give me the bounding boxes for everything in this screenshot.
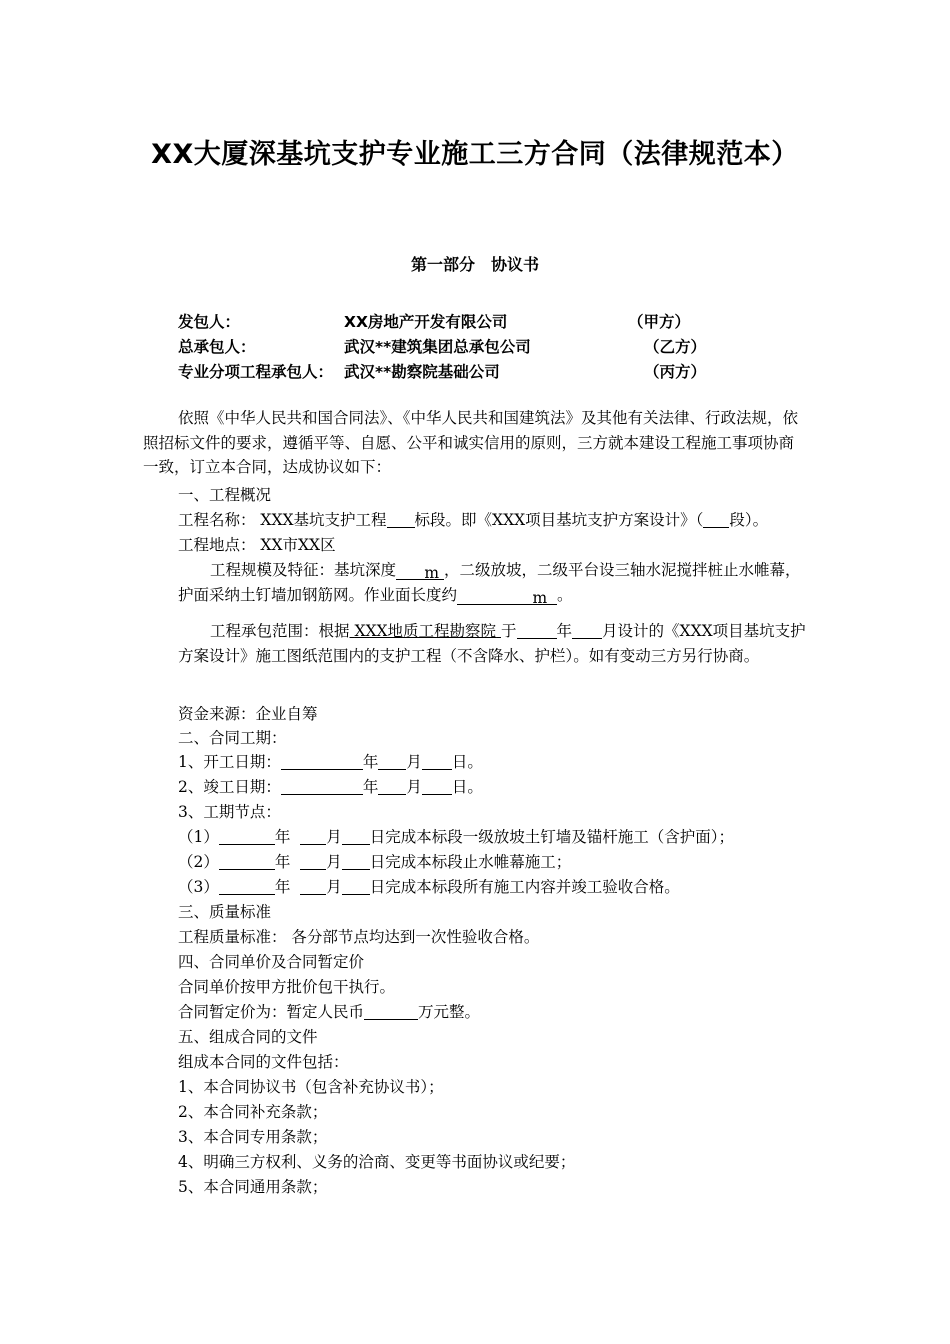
project-name-line (178, 508, 768, 532)
blank (342, 826, 370, 845)
party-row-b (178, 335, 738, 359)
blank (703, 509, 729, 528)
section-heading-3: 三、质量标准 (178, 903, 272, 921)
scope-year: 年 (556, 622, 573, 640)
tentative-price-line (178, 1000, 480, 1024)
section-heading-4: 四、合同单价及合同暂定价 (178, 953, 365, 971)
party-role: （丙方） (644, 363, 707, 381)
party-label: 发包人： (178, 313, 241, 331)
scope-org-name: XXX地质工程勘察院 (354, 622, 497, 640)
unit-m: m (532, 588, 548, 607)
blank (572, 620, 602, 639)
scope-paragraph (178, 619, 808, 668)
party-label: 专业分项工程承包人： (178, 363, 334, 381)
blank (300, 876, 326, 895)
scale-text: 工程规模及特征：基坑深度 (210, 561, 397, 579)
node-number: （3） (178, 878, 219, 896)
year-label: 年 (274, 853, 291, 871)
section-heading-1: 一、工程概况 (178, 486, 272, 504)
blank (219, 876, 275, 895)
blank (517, 620, 557, 639)
blank (378, 776, 406, 795)
unit-m: m (424, 564, 440, 582)
doc-item: 5、本合同通用条款； (178, 1178, 328, 1196)
node-text: 日完成本标段所有施工内容并竣工验收合格。 (369, 878, 680, 896)
project-name-text: 工程名称： XXX基坑支护工程 (178, 511, 387, 529)
day-label: 日。 (451, 753, 483, 771)
docs-intro: 组成本合同的文件包括： (178, 1053, 349, 1071)
tentative-text: 合同暂定价为：暂定人民币 (178, 1003, 365, 1021)
document-title: XX大厦深基坑支护专业施工三方合同（法律规范本） (151, 139, 799, 170)
node-text: 日完成本标段止水帷幕施工； (369, 853, 572, 871)
node-line (178, 825, 734, 849)
doc-item: 4、明确三方权利、义务的洽商、变更等书面协议或纪要； (178, 1153, 576, 1171)
party-role: （乙方） (644, 338, 707, 356)
doc-item: 1、本合同协议书（包含补充协议书）； (178, 1078, 444, 1096)
section-subtitle: 第一部分 协议书 (410, 255, 539, 274)
blank (300, 851, 326, 870)
party-role: （甲方） (628, 313, 691, 331)
node-text: 日完成本标段一级放坡土钉墙及锚杆施工（含护面）； (369, 828, 735, 846)
scope-text-2: 于 (501, 622, 517, 640)
nodes-title: 3、工期节点： (178, 803, 281, 821)
end-date-label: 2、竣工日期： (178, 778, 281, 796)
blank (342, 876, 370, 895)
month-label: 月 (326, 878, 342, 896)
blank (422, 751, 452, 770)
blank (378, 751, 406, 770)
year-label: 年 (362, 778, 379, 796)
doc-item: 2、本合同补充条款； (178, 1103, 328, 1121)
blank (281, 776, 363, 795)
blank (342, 851, 370, 870)
funding-line: 资金来源：企业自筹 (178, 705, 318, 723)
project-name-text-2: 标段。即《XXX项目基坑支护方案设计》（ (414, 511, 704, 529)
blank (387, 509, 415, 528)
month-label: 月 (326, 853, 342, 871)
year-label: 年 (362, 753, 379, 771)
location-line: 工程地点： XX市XX区 (178, 536, 336, 554)
party-name: 武汉**建筑集团总承包公司 (344, 338, 531, 356)
scale-text-3: 。 (557, 585, 573, 604)
node-number: （1） (178, 828, 219, 846)
year-label: 年 (274, 878, 291, 896)
intro-text: 依照《中华人民共和国合同法》、《中华人民共和国建筑法》及其他有关法律、行政法规，依照招标文件的要求，遵循平等、自愿、公平和诚实信用的原则，三方就本建设工程施工事项协商一致，订立本合同，达成协议如下： (143, 409, 799, 476)
scale-paragraph (178, 558, 808, 607)
node-number: （2） (178, 853, 219, 871)
party-label: 总承包人： (178, 338, 256, 356)
blank (422, 776, 452, 795)
party-name: 武汉**勘察院基础公司 (344, 363, 500, 381)
scale-text-2: ，二级放坡，二级平台设三轴水泥搅拌桩止水帷幕，护面采纳土钉墙加钢筋网。作业面长度约 (178, 561, 801, 604)
party-row-c (178, 360, 738, 384)
section-heading-2: 二、合同工期： (178, 729, 287, 747)
length-blank (457, 586, 557, 605)
scope-org (350, 622, 501, 640)
year-label: 年 (274, 828, 291, 846)
depth-blank (396, 561, 444, 580)
scope-text: 工程承包范围：根据 (210, 622, 350, 640)
blank (364, 1001, 418, 1020)
section-heading-5: 五、组成合同的文件 (178, 1028, 318, 1046)
doc-item: 3、本合同专用条款； (178, 1128, 328, 1146)
scope-text-3: 月设计的《XXX项目基坑支护方案设计》施工图纸范围内的支护工程（不含降水、护栏）。如有变动三方另行协商。 (178, 622, 806, 665)
blank (219, 851, 275, 870)
party-name: XX房地产开发有限公司 (344, 313, 508, 331)
node-line (178, 850, 571, 874)
start-date-line (178, 750, 483, 774)
month-label: 月 (326, 828, 342, 846)
tentative-text-2: 万元整。 (418, 1003, 481, 1021)
day-label: 日。 (451, 778, 483, 796)
blank (300, 826, 326, 845)
blank (219, 826, 275, 845)
party-row-a (178, 310, 738, 334)
unit-price-line: 合同单价按甲方批价包干执行。 (178, 978, 396, 996)
quality-line: 工程质量标准： 各分部节点均达到一次性验收合格。 (178, 928, 540, 946)
end-date-line (178, 775, 483, 799)
month-label: 月 (406, 778, 422, 796)
node-line (178, 875, 680, 899)
blank (281, 751, 363, 770)
project-name-text-3: 段）。 (729, 511, 769, 529)
start-date-label: 1、开工日期： (178, 753, 281, 771)
month-label: 月 (406, 753, 422, 771)
